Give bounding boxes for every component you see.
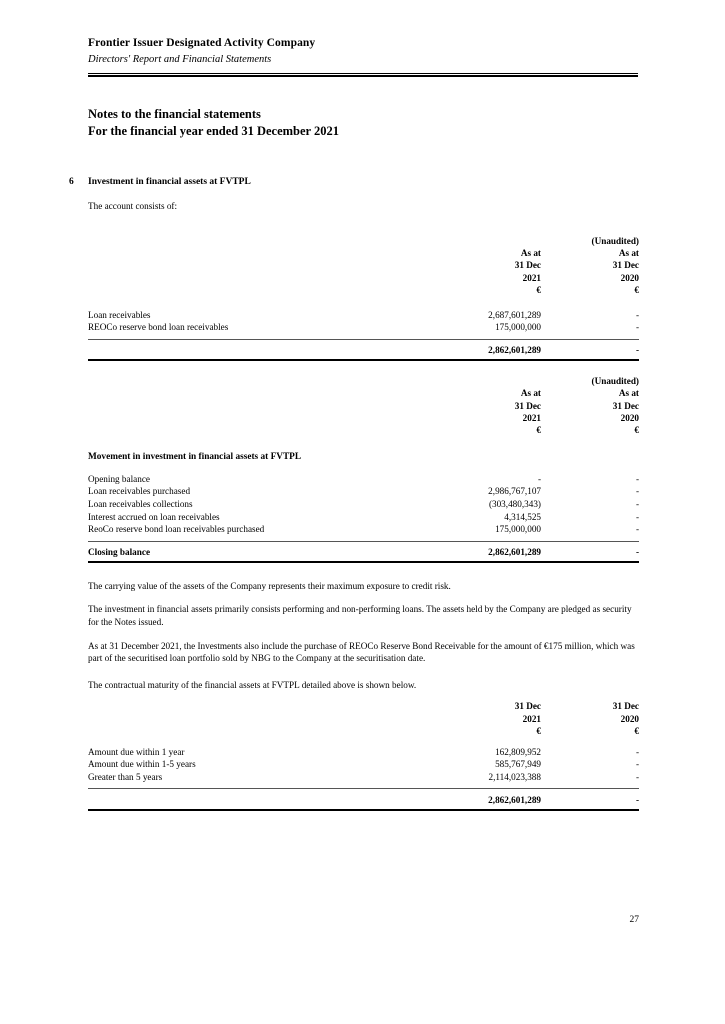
- spacer-cell: [88, 713, 421, 725]
- table2-header-asat: [88, 387, 639, 399]
- table2-row4-v2021: 175,000,000: [495, 524, 541, 535]
- movement-subheading: Movement in investment in financial assets at FVTPL: [88, 451, 302, 462]
- note-title: Investment in financial assets at FVTPL: [88, 177, 251, 187]
- table3-col1-year: 2021: [522, 713, 541, 724]
- table3-row2-v2021: 2,114,023,388: [488, 771, 541, 782]
- table1-col1-currency: €: [536, 285, 541, 296]
- table3-col2-currency: €: [634, 726, 639, 737]
- table2-row4-v2020: -: [635, 524, 639, 535]
- spacer-cell: [88, 412, 421, 424]
- table3-row2-v2020: -: [635, 771, 639, 782]
- table1-col2-currency: €: [634, 285, 639, 296]
- table2-col2-year: 2020: [620, 413, 639, 424]
- table2-total-v2020: -: [635, 546, 639, 557]
- table-row: [88, 321, 639, 334]
- table1-col2-year: 2020: [620, 272, 639, 283]
- table3-total-label: [88, 792, 421, 807]
- table3-row2-label: Greater than 5 years: [88, 771, 163, 782]
- table3-total-rule-bottom: [88, 810, 639, 811]
- table2-row3-label: Interest accrued on loan receivables: [88, 511, 220, 522]
- table1-col1-year: 2021: [522, 272, 541, 283]
- table2-col1-date: 31 Dec: [514, 400, 541, 411]
- table2-col2-currency: €: [634, 425, 639, 436]
- table3-col1-currency: €: [536, 726, 541, 737]
- table3-col2-year: 2020: [620, 713, 639, 724]
- table3-row1-v2021: 585,767,949: [495, 759, 541, 770]
- note-6-block: [69, 176, 639, 811]
- paragraph-reoco-bond: As at 31 December 2021, the Investments also include the purchase of REOCo Reserve Bond Receivable for the amount of €175 million, which was part of the securitised loan portfolio sold by NBG to the Company at the securitisation date.: [88, 640, 635, 664]
- spacer: [69, 213, 639, 235]
- table1-total-v2020: -: [635, 344, 639, 355]
- spacer-cell: [88, 725, 421, 737]
- table2-row3-v2020: -: [635, 511, 639, 522]
- table-row: [88, 498, 639, 511]
- page-title: [88, 106, 638, 140]
- table1-row0-v2020: -: [635, 309, 639, 320]
- table3-col2-date: 31 Dec: [612, 701, 639, 712]
- spacer: [69, 464, 639, 473]
- company-name: Frontier Issuer Designated Activity Company: [88, 37, 316, 49]
- table2-total-rule-bottom: [88, 562, 639, 563]
- table3-header-year: [88, 713, 639, 725]
- spacer-row: [88, 738, 639, 746]
- note-intro: The account consists of:: [88, 201, 178, 211]
- table1-col2-unaudited: (Unaudited): [591, 235, 639, 246]
- table1-header-year: [88, 272, 639, 284]
- table1-total-v2021: 2,862,601,289: [488, 344, 541, 355]
- table1-header-asat: [88, 247, 639, 259]
- table2-row1-label: Loan receivables purchased: [88, 486, 191, 497]
- table1-row0-v2021: 2,687,601,289: [488, 309, 541, 320]
- table2-col1-asat: As at: [520, 388, 541, 399]
- table2-col1-unaudited: [421, 375, 541, 387]
- header-rule-thin: [88, 73, 638, 74]
- table1-row1-v2021: 175,000,000: [495, 322, 541, 333]
- table3-header-currency: [88, 725, 639, 737]
- table3-row1-label: Amount due within 1-5 years: [88, 759, 196, 770]
- spacer-row: [88, 297, 639, 309]
- table2-row2-v2020: -: [635, 499, 639, 510]
- table1-col2-asat: As at: [618, 248, 639, 258]
- table2-col1-currency: €: [536, 425, 541, 436]
- account-composition-table: [88, 235, 639, 361]
- spacer-cell: [88, 400, 421, 412]
- table1-header-unaudited: [88, 235, 639, 247]
- movement-table: [88, 473, 639, 563]
- table1-header-currency: [88, 284, 639, 296]
- paragraph-credit-risk: The carrying value of the assets of the Company represents their maximum exposure to credit risk.: [88, 580, 451, 591]
- document-subtitle: Directors' Report and Financial Statements: [88, 54, 272, 65]
- paragraph-loan-composition: The investment in financial assets primarily consists performing and non-performing loans. The assets held by the Company are pledged as security for the Notes issued.: [88, 604, 632, 627]
- page-title-line1: Notes to the financial statements: [88, 107, 261, 121]
- spacer-cell: [88, 424, 421, 436]
- table-row: [88, 523, 639, 536]
- page-number: 27: [629, 915, 639, 925]
- movement-table-headers: [88, 375, 639, 437]
- table1-col1-date: 31 Dec: [514, 260, 541, 271]
- table1-col1-unaudited: [421, 235, 541, 247]
- table2-row2-label: Loan receivables collections: [88, 499, 193, 510]
- table-row: [88, 485, 639, 498]
- table1-total-row: [88, 342, 639, 357]
- table3-total-v2021: 2,862,601,289: [488, 795, 541, 806]
- table2-row1-v2020: -: [635, 486, 639, 497]
- spacer-cell: [88, 259, 421, 271]
- table2-header-unaudited: [88, 375, 639, 387]
- note-heading: [69, 176, 639, 189]
- table-row: [88, 473, 639, 486]
- table2-col2-date: 31 Dec: [612, 400, 639, 411]
- table2-total-v2021: 2,862,601,289: [488, 546, 541, 557]
- table1-col2-date: 31 Dec: [612, 260, 639, 271]
- table3-row0-v2021: 162,809,952: [495, 746, 541, 757]
- table1-row1-v2020: -: [635, 322, 639, 333]
- table3-header-date: [88, 700, 639, 712]
- table2-row3-v2021: 4,314,525: [504, 511, 541, 522]
- document-header: [88, 36, 638, 77]
- contractual-maturity-table: [88, 700, 639, 811]
- table2-row4-label: ReoCo reserve bond loan receivables purchased: [88, 524, 265, 535]
- page-title-line2: For the financial year ended 31 December 2021: [88, 124, 340, 138]
- table3-row1-v2020: -: [635, 759, 639, 770]
- table3-col1-date: 31 Dec: [514, 701, 541, 712]
- table1-row0-label: Loan receivables: [88, 309, 151, 320]
- table1-header-date: [88, 259, 639, 271]
- spacer-cell: [88, 272, 421, 284]
- spacer: [69, 691, 639, 700]
- table-row: [88, 511, 639, 524]
- table1-row1-label: REOCo reserve bond loan receivables: [88, 322, 229, 333]
- table2-row0-label: Opening balance: [88, 473, 150, 484]
- table-row: [88, 746, 639, 759]
- table1-total-label: [88, 342, 421, 357]
- header-rule-thick: [88, 75, 638, 77]
- spacer-cell: [88, 387, 421, 399]
- table2-col1-year: 2021: [522, 413, 541, 424]
- spacer-cell: [88, 284, 421, 296]
- spacer: [69, 361, 639, 375]
- table1-col1-asat: As at: [520, 248, 541, 258]
- table-row: [88, 771, 639, 784]
- note-number: 6: [69, 177, 74, 187]
- table2-total-row: [88, 544, 639, 559]
- header-divider: [88, 73, 638, 77]
- table3-total-v2020: -: [635, 795, 639, 806]
- table2-row1-v2021: 2,986,767,107: [488, 486, 541, 497]
- table-row: [88, 758, 639, 771]
- spacer: [69, 437, 639, 451]
- table3-row0-v2020: -: [635, 746, 639, 757]
- spacer-cell: [88, 700, 421, 712]
- spacer-cell: [88, 247, 421, 259]
- table2-col2-asat: As at: [618, 388, 639, 399]
- table2-row0-v2020: -: [635, 473, 639, 484]
- spacer-cell: [88, 235, 421, 247]
- table2-header-date: [88, 400, 639, 412]
- table2-row0-v2021: -: [537, 473, 541, 484]
- paragraph-maturity-intro: The contractual maturity of the financial assets at FVTPL detailed above is shown below.: [88, 679, 417, 690]
- table2-header-year: [88, 412, 639, 424]
- table3-row0-label: Amount due within 1 year: [88, 746, 185, 757]
- table3-total-row: [88, 792, 639, 807]
- table2-row2-v2021: (303,480,343): [488, 499, 541, 510]
- spacer-cell: [88, 375, 421, 387]
- table2-total-label: Closing balance: [88, 546, 151, 557]
- table2-col2-unaudited: (Unaudited): [591, 375, 639, 386]
- table2-header-currency: [88, 424, 639, 436]
- table-row: [88, 309, 639, 322]
